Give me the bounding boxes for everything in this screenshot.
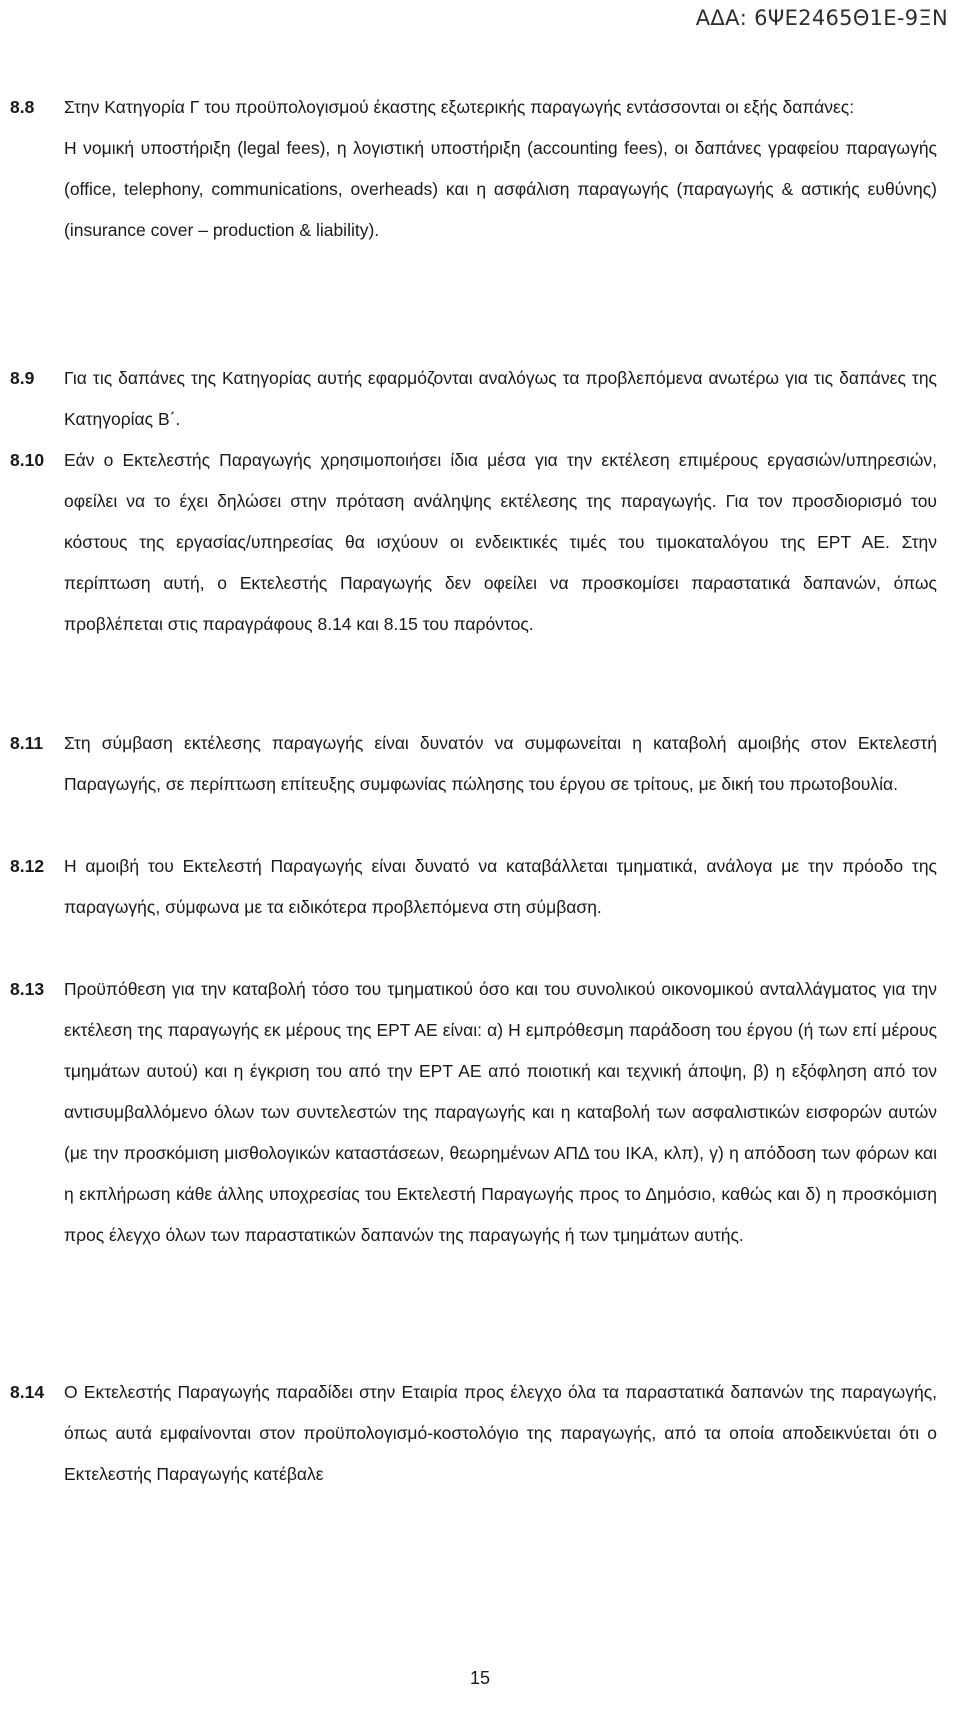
section-number: 8.14	[10, 1382, 45, 1402]
section-number: 8.12	[10, 856, 45, 876]
section-text	[64, 723, 937, 805]
section-text	[64, 440, 937, 645]
section-number: 8.11	[10, 733, 44, 753]
section-text	[64, 969, 937, 1256]
paragraph: Η νομική υποστήριξη (legal fees), η λογιστική υποστήριξη (accounting fees), οι δαπάνες γραφείου παραγωγής (office, telephony, communications, overheads) και η ασφάλιση παραγωγής (παραγωγής & αστικής ευθύνης) (insurance cover – production & liability).	[64, 138, 937, 240]
paragraph: Ο Εκτελεστής Παραγωγής παραδίδει στην Εταιρία προς έλεγχο όλα τα παραστατικά δαπανών της παραγωγής, όπως αυτά εμφαίνονται στον προϋπολογισμό-κοστολόγιο της παραγωγής, από τα οποία αποδεικνύεται ότι ο Εκτελεστής Παραγωγής κατέβαλε	[64, 1382, 937, 1484]
section-text	[64, 358, 937, 440]
ada-code: ΑΔΑ: 6ΨΕ2465Θ1Ε-9ΞΝ	[695, 6, 948, 30]
paragraph: Η αμοιβή του Εκτελεστή Παραγωγής είναι δυνατό να καταβάλλεται τμηματικά, ανάλογα με την πρόοδο της παραγωγής, σύμφωνα με τα ειδικότερα προβλεπόμενα στη σύμβαση.	[64, 856, 937, 917]
section-text	[64, 846, 937, 928]
paragraph: Εάν ο Εκτελεστής Παραγωγής χρησιμοποιήσει ίδια μέσα για την εκτέλεση επιμέρους εργασιών/υπηρεσιών, οφείλει να το έχει δηλώσει στην πρόταση ανάληψης εκτέλεσης της παραγωγής. Για τον προσδιορισμό του κόστους της εργασίας/υπηρεσίας θα ισχύουν οι ενδεικτικές τιμές του τιμοκαταλόγου της ΕΡΤ ΑΕ. Στην περίπτωση αυτή, ο Εκτελεστής Παραγωγής δεν οφείλει να προσκομίσει παραστατικά δαπανών, όπως προβλέπεται στις παραγράφους 8.14 και 8.15 του παρόντος.	[64, 450, 937, 634]
section-number: 8.8	[10, 97, 35, 117]
page-number: 15	[469, 1668, 491, 1688]
section-number: 8.13	[10, 979, 45, 999]
paragraph: Προϋπόθεση για την καταβολή τόσο του τμηματικού όσο και του συνολικού οικονομικού ανταλλάγματος για την εκτέλεση της παραγωγής εκ μέρους της ΕΡΤ ΑΕ είναι: α) Η εμπρόθεσμη παράδοση του έργου (ή των επί μέρους τμημάτων αυτού) και η έγκριση του από την ΕΡΤ ΑΕ από ποιοτική και τεχνική άποψη, β) η εξόφληση από τον αντισυμβαλλόμενο όλων των συντελεστών της παραγωγής και η καταβολή των ασφαλιστικών εισφορών αυτών (με την προσκόμιση μισθολογικών καταστάσεων, θεωρημένων ΑΠΔ του ΙΚΑ, κλπ), γ) η απόδοση των φόρων και η εκπλήρωση κάθε άλλης υποχρεσίας του Εκτελεστή Παραγωγής προς το Δημόσιο, καθώς και δ) η προσκόμιση προς έλεγχο όλων των παραστατικών δαπανών της παραγωγής ή των τμημάτων αυτής.	[64, 979, 937, 1245]
section-text	[64, 87, 937, 251]
paragraph: Στη σύμβαση εκτέλεσης παραγωγής είναι δυνατόν να συμφωνείται η καταβολή αμοιβής στον Εκτελεστή Παραγωγής, σε περίπτωση επίτευξης συμφωνίας πώλησης του έργου σε τρίτους, με δική του πρωτοβουλία.	[64, 733, 937, 794]
paragraph: Για τις δαπάνες της Κατηγορίας αυτής εφαρμόζονται αναλόγως τα προβλεπόμενα ανωτέρω για τις δαπάνες της Κατηγορίας Β΄.	[64, 368, 937, 429]
paragraph: Στην Κατηγορία Γ του προϋπολογισμού έκαστης εξωτερικής παραγωγής εντάσσονται οι εξής δαπάνες:	[64, 97, 855, 117]
section-number: 8.9	[10, 368, 35, 388]
section-number: 8.10	[10, 450, 45, 470]
section-text	[64, 1372, 937, 1495]
